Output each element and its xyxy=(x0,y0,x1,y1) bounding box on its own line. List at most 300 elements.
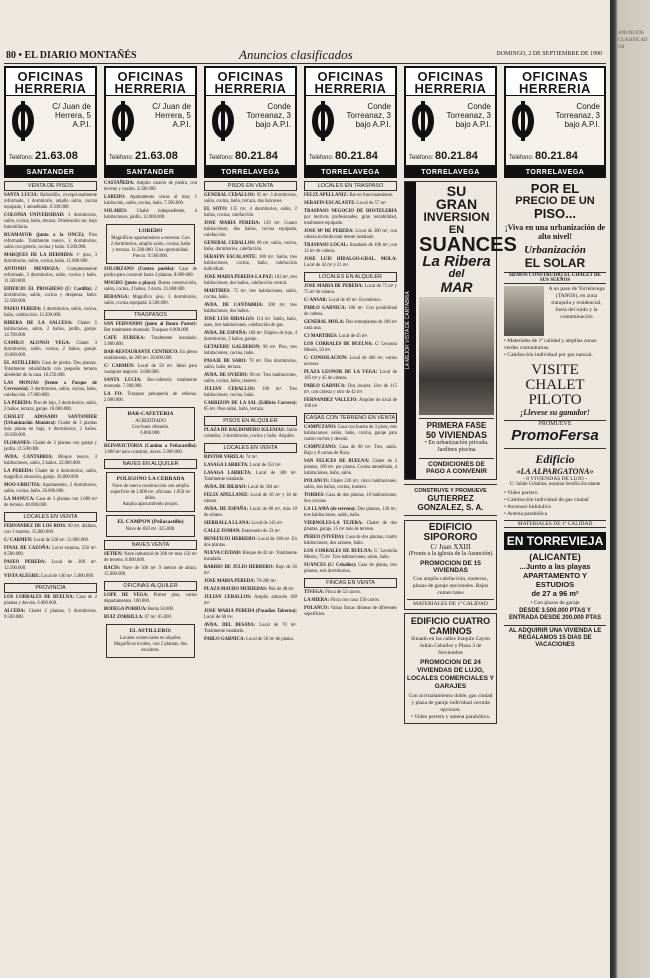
listing-item xyxy=(204,493,297,505)
listing-text: Piso reformado. Totalmente nuevo, 3 dormitorios, salón con galería, cocina y baño. 9.500.000. xyxy=(4,233,97,250)
section-heading: CASAS CON TERRENO EN VENTA xyxy=(305,415,396,421)
section-heading: PISOS EN ALQUILER xyxy=(204,416,297,426)
listing-item xyxy=(4,267,97,285)
listing-key: LA PEREDA: xyxy=(4,469,34,474)
listing-item xyxy=(104,552,197,564)
listing-text: Local de 75 m² y 75 m² de sótano. xyxy=(304,284,397,295)
listing-item xyxy=(4,455,97,467)
listing-item xyxy=(304,598,397,604)
listing-group xyxy=(204,428,297,440)
listing-text: 85 m². Piso salón, baño, terraza. xyxy=(204,407,265,412)
listing-text: Magnífico piso, 3 dormitorios, salón, cocina equipada. 6.500.000. xyxy=(104,295,198,306)
listing-key: TRASPASO LOCAL: xyxy=(304,243,349,248)
listing-item xyxy=(104,295,197,307)
listing-text: Renta 50.000. xyxy=(148,607,175,612)
listing-key: CAMPUZANO: xyxy=(304,425,337,430)
vertical-strip: LA MEJOR VISTA DE CANTABRIA xyxy=(405,182,416,479)
listing-item xyxy=(104,209,197,221)
listing-text: Casa de dos plantas, 10 habitaciones, dos cocinas. xyxy=(304,493,397,504)
listing-text: Local de 45 m². xyxy=(338,334,369,339)
issue-date: DOMINGO, 2 DE SEPTIEMBRE DE 1990 xyxy=(496,51,602,57)
listing-key: LA LLAMA (de terreno): xyxy=(304,507,356,512)
listing-key: PLAZA DE BALDOMERO IGLESIAS: xyxy=(204,428,286,433)
listing-text: Bañoidillo, excepcionalmente reformado, 1 dormitorio, amplio salón, cocina equipada, 1 amueblado. 8.500.000. xyxy=(4,193,97,210)
listing-item xyxy=(4,213,97,231)
listing-text: Casa de planta, tres plantas, seis dormitorios. xyxy=(304,563,397,574)
listing-key: PABLO GARNICA: xyxy=(304,384,346,389)
listing-key: CAFE EUREKA: xyxy=(104,336,145,341)
listing-text: Pub de 48 m². xyxy=(268,587,295,592)
listing-item xyxy=(304,606,397,618)
listing-key: PEREO (VIVEDA): xyxy=(304,535,345,540)
listing-text: Chalet independiente, 4 habitaciones, jardín. 12.000.000. xyxy=(104,209,198,220)
listing-group xyxy=(304,284,397,410)
listing-text: Casa de 2 plantas y desván. 6.000.000. xyxy=(4,595,97,606)
listing-item xyxy=(304,507,397,519)
suances-title: SUANCES xyxy=(419,234,517,256)
listing-text: Local de 200 m², con cabeza incluida total mente instalado. xyxy=(304,229,397,240)
listing-key: CJ MARTIRES: xyxy=(304,334,338,339)
listing-key: LASAGA LARRETA: xyxy=(204,471,252,476)
listing-text: 3 dormitorios, salón, cocina, baño, terraza. Orientación sur, bajo Inmobiliaria. xyxy=(4,213,97,230)
listing-group xyxy=(104,181,197,221)
listing-item xyxy=(204,359,297,371)
listing-item xyxy=(104,322,197,334)
listing-item xyxy=(304,445,397,457)
listing-key: TORRES: xyxy=(304,493,325,498)
siporoso-ad: EDIFICIO SIPORORO C/ Juan XXIII (Frente a la iglesia de la Asunción) PROMOCION DE 15 VIVIENDAS Con amplia calefacción, trasteros, plazas de garaje opcionales. Bajos comerciales MATERIALES DE 1ª CALIDAD xyxy=(404,520,497,610)
listing-key: LOS CORRALES DE BUELNA: xyxy=(304,342,373,347)
listing-key: LOS CORRALES DE BUELNA: xyxy=(304,549,373,554)
listing-text: 180 m². Dúplex de lujo, 4 dormitorios, 3 baños, garaje. xyxy=(204,331,297,342)
listing-group xyxy=(204,193,297,413)
listing-key: FERNANDEZ VALLEJO: xyxy=(304,398,358,403)
listing-key: GENERAL CEBALLOS: xyxy=(204,193,256,198)
listing-text: Dos locales. Uno de 115 m², con cabeza y otro de 42 m². xyxy=(304,384,397,395)
suances-photo xyxy=(419,297,494,415)
listing-key: CAMILO ALONSO VEGA: xyxy=(4,341,71,346)
ad-title: OFICINAS HERRERIA xyxy=(106,68,195,96)
listing-group xyxy=(304,590,397,618)
listing-key: MOO-URRUTIA: xyxy=(4,483,41,488)
listing-item xyxy=(204,485,297,491)
herreria-logo-icon xyxy=(12,104,34,138)
listing-item xyxy=(304,563,397,575)
section-heading: LOCALES EN ALQUILER xyxy=(304,272,397,282)
listing-key: NUEVA CIUDAD: xyxy=(204,551,242,556)
listing-text: Completamente reformado, 3 dormitorios, salón, cocina y baño. 11.500.000. xyxy=(4,267,98,284)
listing-key: SUANCES (C/ Ceballos): xyxy=(304,563,357,568)
listing-key: LAREDO: xyxy=(104,195,126,200)
listing-group xyxy=(4,524,97,580)
listing-item xyxy=(4,574,97,580)
listing-item xyxy=(304,356,397,368)
listing-item xyxy=(104,181,197,193)
listing-key: RIBERA DE LA SALCESA: xyxy=(4,321,73,326)
listing-text: Casa de piedra. Dos plantas. Totalmente rehabilitada con pequeño terreno alrededor de la casa. 16.250.000. xyxy=(4,361,97,378)
listing-item xyxy=(104,195,197,207)
listing-item xyxy=(204,345,297,357)
listing-key: AVDA. DE BILBAO: xyxy=(204,485,247,490)
listing-group xyxy=(204,455,297,643)
listing-key: SIERRALLA LLANA: xyxy=(204,521,251,526)
listing-text: Chalet de 2 plantas, 100 m², por planta. Cocina amueblada, 4 habitaciones, baño, salón. xyxy=(304,459,397,476)
listing-key: MOGRO (junto a playa): xyxy=(104,281,157,286)
column-6 xyxy=(504,66,606,971)
listing-text: Finca con casa 150 carros. xyxy=(330,598,380,603)
listing-text: Chalet de 3 plantas más planta en baja, 4 dormitorios, 2 baños. 18.500.000. xyxy=(4,421,98,438)
ad-phone: Teléfono: 80.21.84 xyxy=(209,150,278,162)
listing-text: Salón comedor, 3 dormitorios, cocina y baño. Alquiler. xyxy=(204,428,298,439)
ad-city: TORRELAVEGA xyxy=(204,167,297,178)
herreria-ad xyxy=(504,66,606,167)
listing-item xyxy=(104,607,197,613)
listing-item xyxy=(204,579,297,585)
listing-key: AVDA. DE OVIEDO: xyxy=(204,373,248,378)
listing-item xyxy=(4,469,97,481)
listing-item xyxy=(204,507,297,519)
listing-item xyxy=(304,243,397,255)
ad-title: OFICINAS HERRERIA xyxy=(506,68,604,96)
phase-desc: • En urbanización privada. Jardines piscina xyxy=(424,440,489,453)
listing-key: SANTA LUCIA: xyxy=(104,378,142,383)
listing-key: SERAFIN ESCALANTE: xyxy=(204,255,257,260)
listing-item xyxy=(304,193,397,199)
listing-item xyxy=(204,537,297,549)
adjacent-page-edge xyxy=(610,0,650,978)
listing-text: Amplio almacén 180 m². xyxy=(204,595,297,606)
ad-city: TORRELAVEGA xyxy=(304,167,397,178)
listing-key: AVDA. DE ESPAÑA: xyxy=(204,331,248,336)
ad-title: OFICINAS HERRERIA xyxy=(406,68,495,96)
listing-key: SOLARES: xyxy=(104,209,128,214)
listing-text: 1.000 m² para construir, naves. 5.000.000. xyxy=(104,450,183,455)
listing-key: PABLO GARNICA: xyxy=(204,637,245,642)
listing-group xyxy=(104,322,197,404)
listing-text: C/ Leonolía Mesón, 75 m². Tres habitaciones, salón, baño. xyxy=(304,549,398,560)
listing-text: Finca de 52 carros. xyxy=(325,590,361,595)
listing-item xyxy=(204,521,297,527)
listing-item xyxy=(304,284,397,296)
listing-text: Apartamento, 2 dormitorios, salón, cocina, baño. 26.000.000. xyxy=(4,483,97,494)
listing-text: 1º piso, 3 dormitorios, salón, cocina, baño. 11.000.000. xyxy=(4,253,97,264)
listing-item xyxy=(204,331,297,343)
listing-text: Entresuelo de 33 m². xyxy=(241,529,281,534)
listing-group xyxy=(104,444,197,456)
listing-key: AVDA. DEL BESAYA: xyxy=(204,623,256,628)
conditions: CONDICIONES DE PAGO A CONVENIR xyxy=(419,458,494,475)
listing-text: Chalet de 3 plantas con garaje y jardín. 21.500.000. xyxy=(4,441,98,452)
listing-item xyxy=(104,267,197,279)
listing-item xyxy=(304,334,397,340)
column-5 xyxy=(404,66,517,971)
listing-text: Alquiler de local de 100 m². xyxy=(304,398,397,409)
listing-key: SANTA LUCIA: xyxy=(4,193,39,198)
suances-subtitle: La Ribera xyxy=(422,253,491,270)
listing-item xyxy=(204,471,297,483)
section-heading: LOCALES EN VENTA xyxy=(204,443,297,453)
phase-title: PRIMERA FASE xyxy=(419,418,494,430)
ad-phone: Teléfono: 21.63.08 xyxy=(9,150,78,162)
listing-text: Buena construcción, salón, cocina, 2 baños, 3 dorm. 21.000.000. xyxy=(104,281,197,292)
listing-item xyxy=(104,378,197,390)
listing-item xyxy=(4,287,97,305)
listing-item xyxy=(4,524,97,536)
listing-text: 100 m². Salón, tres habitaciones, cocina, baño, calefacción individual. xyxy=(204,255,298,272)
listing-key: BENEFICIO HERRERO: xyxy=(204,537,257,542)
listing-key: LAS MONJAS (frente a Parque de Cervecería): xyxy=(4,381,97,392)
listing-key: EL SOTO: xyxy=(204,207,228,212)
listing-text: 90 m². Piso, tres habitaciones, cocina, baño. xyxy=(204,345,297,356)
listing-key: LA PEREDA: xyxy=(4,401,33,406)
listing-item xyxy=(204,529,297,535)
suances-line: EN xyxy=(448,224,465,236)
listing-key: FELIX APELLANIZ: xyxy=(204,493,249,498)
listing-key: TIVEGA: xyxy=(304,590,325,595)
listing-key: FELIX APELLANIZ: xyxy=(304,193,349,198)
listing-key: AVDA. DE CANTABRIA: xyxy=(204,303,264,308)
el-solar-ad: POR EL PRECIO DE UN PISO... ¡Viva en una urbanización de alto nivel! Urbanización EL SOLAR HEMOS CONSTRUIDO EL CHALET DE SUS SUEÑOS A un paso de Torrelavega (TANOS), en zona tranquila y residencial, fuera del ruido y la contaminación • Materiales de 1ª calidad y amplias zonas verdes comunitarias. • Calefacción individual por gas natural. VISITE CHALET PILOTO ¡Llevese su ganador! PROMUEVE PromoFersa xyxy=(504,181,606,444)
listing-key: POLANCO: xyxy=(304,479,329,484)
listing-text: Bar totalmente montado. Traspaso 6.000.000. xyxy=(104,328,190,333)
ad-city: TORRELAVEGA xyxy=(504,167,606,178)
listing-text: Local de 42 m² y 21 m². xyxy=(304,263,350,268)
ad-address: C/ Juan de Herrera, 5 A.P.I. xyxy=(52,102,91,129)
loredo-box: LOREDO Magníficos apartamentos a estrenar. Con 2 dormitorios, amplio salón, cocina, baño y terraza. 11.500.000. Una oportunidad. Precio: 9.500.000. xyxy=(106,224,195,264)
listing-text: Apartamento vistas al mar, 1 habitación, salón, cocina, baño. 7.500.000. xyxy=(104,195,197,206)
listing-item xyxy=(204,587,297,593)
listing-key: GETAFERU GALDERON: xyxy=(204,345,261,350)
herreria-logo-icon xyxy=(312,104,334,138)
listing-item xyxy=(304,201,397,207)
ad-city: SANTANDER xyxy=(4,167,97,178)
page-number: 80 • EL DIARIO MONTAÑÉS xyxy=(6,50,137,61)
listing-text: Local de 50 m² y 30 de sótano. xyxy=(204,493,298,504)
listing-key: RUIZ ZORRILLA: xyxy=(104,615,144,620)
listing-text: 100 m². Con posibilidad de cabeza. xyxy=(304,306,397,317)
listing-key: C/ ANSAR: xyxy=(304,298,328,303)
listing-key: PASEO PEREDA: xyxy=(4,560,46,565)
listing-item xyxy=(304,535,397,547)
listing-text: Chalet de 4 dormitorios, salón, magnífica situación, garaje. 26.000.000. xyxy=(4,469,97,480)
ad-address: Conde Torreanaz, 3 bajo A.P.I. xyxy=(555,102,600,129)
section-heading: LOCALES EN VENTA xyxy=(4,512,97,522)
listing-text: Local de 380 m². 12.500.000. xyxy=(4,560,97,571)
listing-item xyxy=(204,221,297,239)
listing-item xyxy=(204,241,297,253)
herreria-logo-icon xyxy=(212,104,234,138)
listing-text: Chalet 3 dormitorios, salón, cocina, 2 baños, garaje. 16.000.000. xyxy=(4,341,97,358)
ad-phone: Teléfono: 21.63.08 xyxy=(109,150,178,162)
listing-key: JOSE MARIA DE PEREDA: xyxy=(304,284,364,289)
listing-key: LA FO: xyxy=(104,392,123,397)
listing-text: por motivos profesionales, gran rentabilidad, totalmente equipado. xyxy=(304,215,397,226)
listing-text: 114 m². Salón, baño, aseo, tres habitaciones, calefacción de gas. xyxy=(204,317,298,328)
ad-city: TORRELAVEGA xyxy=(404,167,497,178)
listing-item xyxy=(204,289,297,301)
listing-key: JOSE MARIA PEREDA: xyxy=(204,579,256,584)
listing-key: LASAGA LARRETA: xyxy=(204,463,249,468)
listing-text: 90 m². Tres habitaciones, salón, cocina, baño, trastero. xyxy=(204,373,298,384)
listing-item xyxy=(4,595,97,607)
builder: CONSTRUYE Y PROMUEVE GUTIERREZ GONZALEZ, S. A. xyxy=(404,484,497,516)
listing-text: Chalet 5 habitaciones, salón, 2 baños, jardín, garaje. 14.700.000. xyxy=(4,321,97,338)
section-heading: PISOS EN VENTA xyxy=(204,181,297,191)
listing-text: Piso de lujo, 3 dormitorios, salón, 2 baños, terraza, garaje. 18.000.000. xyxy=(4,401,98,412)
listing-item xyxy=(104,444,197,456)
section-heading: NAVES EN ALQUILER xyxy=(104,459,197,469)
herreria-logo-icon xyxy=(112,104,134,138)
listing-key: MARQUES DE LA HERMIDA: xyxy=(4,253,74,258)
listing-text: Local de 60 m². xyxy=(204,615,234,620)
listing-key: PLAZA MAURO MURIEDAS: xyxy=(204,587,268,592)
listing-item xyxy=(104,615,197,621)
listing-key: GENERAL CEBALLOS: xyxy=(204,241,256,246)
listing-key: CHALET ADOSADO SANTANDER (Urbanización Altamira): xyxy=(4,415,97,426)
listing-text: 70-200 m². xyxy=(256,579,277,584)
suances-line: INVERSION xyxy=(423,210,490,224)
listing-item xyxy=(104,350,197,362)
listing-key: LOPE DE VEGA: xyxy=(104,593,149,598)
listing-item xyxy=(104,593,197,605)
section-heading: OFICINAS ALQUILER xyxy=(104,581,197,591)
listing-item xyxy=(204,463,297,469)
listing-key: PASEO PEREDA: xyxy=(4,307,42,312)
section-title: Anuncios clasificados xyxy=(239,47,353,62)
listing-item xyxy=(304,549,397,561)
listing-item xyxy=(304,425,397,443)
listing-key: PABLO GARNICA: xyxy=(304,306,347,311)
listing-item xyxy=(304,306,397,318)
listing-key: RACIS: xyxy=(104,566,121,571)
listing-item xyxy=(304,209,397,227)
herreria-ad xyxy=(104,66,197,167)
listing-item xyxy=(4,307,97,319)
listing-text: Bajo de 26 m². xyxy=(204,565,297,576)
listing-text: Bloque de 43 m². Totalmente instalado. xyxy=(204,551,298,562)
listing-item xyxy=(304,229,397,241)
listing-key: BARRIO DE JULIO HERRERO: xyxy=(204,565,274,570)
listing-item xyxy=(204,387,297,399)
listing-group xyxy=(104,267,197,307)
listing-key: LA MANUCA: xyxy=(4,497,35,502)
listing-text: Local de 140 m². 5.800.000. xyxy=(41,574,95,579)
listing-item xyxy=(204,193,297,205)
listing-text: Local de 70 m². Totalmente instalado. xyxy=(204,623,298,634)
listing-text: 100 m². Tres habitaciones, cocina, baño. xyxy=(204,387,297,398)
suances-line: SU xyxy=(446,183,467,199)
listing-item xyxy=(104,281,197,293)
listing-item xyxy=(304,479,397,491)
listing-key: JOSE Mª DE PEREDA: xyxy=(304,229,354,234)
herreria-ad xyxy=(4,66,97,167)
suances-line: MAR xyxy=(440,279,473,295)
listing-key: PLAZA LEONOR DE LA VEGA: xyxy=(304,370,378,375)
listing-key: BERANGA: xyxy=(104,295,130,300)
listing-key: SOLORZANO (Centro pueblo): xyxy=(104,267,175,272)
listing-text: Local esquina, 250 m². 8.500.000. xyxy=(4,546,98,557)
listing-key: FERNANDEZ DE LOS RIOS: xyxy=(4,524,67,529)
herreria-logo-icon xyxy=(512,104,534,138)
listing-key: CASTAÑEDA: xyxy=(104,181,135,186)
listing-text: Local de 400 m², varios accesos. xyxy=(304,356,397,367)
herreria-ad xyxy=(404,66,497,167)
listing-text: Local de 353 m². xyxy=(249,463,282,468)
ad-phone: Teléfono: 80.21.84 xyxy=(309,150,378,162)
ad-title: OFICINAS HERRERIA xyxy=(206,68,295,96)
listing-item xyxy=(304,320,397,332)
listing-text: Local de 220 m². 15.000.000. xyxy=(33,538,89,543)
listing-key: GENERAL MOLA: xyxy=(304,320,345,325)
listing-key: RUAMAYOR (junto a la ONCE): xyxy=(4,233,85,238)
phase-count: 50 VIVIENDAS xyxy=(425,430,488,440)
listing-key: RINTOR VARELA: xyxy=(204,455,245,460)
listing-key: JULIAN CEBALLOS: xyxy=(204,387,256,392)
listing-text: 75 m², tres habitaciones, salón, cocina, baño. xyxy=(204,289,297,300)
ad-title: OFICINAS HERRERIA xyxy=(6,68,95,96)
ad-address: Conde Torreanaz, 3 bajo A.P.I. xyxy=(246,102,291,129)
listing-item xyxy=(104,392,197,404)
section-heading: NAVES VENTA xyxy=(104,540,197,550)
listing-item xyxy=(204,255,297,273)
listing-group xyxy=(304,193,397,269)
listing-group xyxy=(4,193,97,509)
page-header xyxy=(4,47,606,64)
listing-key: ALCEDA: xyxy=(4,609,26,614)
section-heading: VENTA DE PISOS xyxy=(4,181,97,191)
listing-item xyxy=(204,428,297,440)
listing-text: Nave industrial de 300 m² más 150 m² de terreno. 8.000.000. xyxy=(104,552,197,563)
listing-key: FINAL DE CAZOÑA: xyxy=(4,546,51,551)
listing-text: Local de 40 m². Económico. xyxy=(328,298,382,303)
listing-key: LOS CORRALES DE BUELNA: xyxy=(4,595,75,600)
listing-key: BAR-RESTAURANTE CENTRICO: xyxy=(104,350,179,355)
margin-text: ANUNCIOS CLASIFICADOS xyxy=(618,31,648,50)
listing-key: JOSE LUIS HIDALGO-GRAL. MOLA: xyxy=(304,257,397,262)
listing-key: AVDA. DE ESPAÑA: xyxy=(204,507,249,512)
column-3 xyxy=(204,66,297,971)
listing-group xyxy=(304,425,397,575)
section-heading: FINCAS EN VENTA xyxy=(304,578,397,588)
listing-key: FLORANES: xyxy=(4,441,32,446)
section-heading: LOCALES EN TRASPASO xyxy=(304,181,397,191)
ad-address: Conde Torreanaz, 3 bajo A.P.I. xyxy=(346,102,391,129)
listing-text: 135 m², 4 dormitorios, salón, 2 baños, cocina, calefacción. xyxy=(204,207,297,218)
listing-key: C/ CARMEN: xyxy=(104,364,135,369)
listing-key: VIERNOLES-LA TEJERA: xyxy=(304,521,363,526)
listing-text: Local de 304 m². xyxy=(247,485,280,490)
listing-text: 74 m². xyxy=(245,455,258,460)
listing-item xyxy=(204,275,297,287)
listing-item xyxy=(204,609,297,621)
listing-text: Local de 185 m² y 45 de cabeza. xyxy=(304,370,397,381)
herreria-ad xyxy=(304,66,397,167)
listing-item xyxy=(104,566,197,578)
ad-address: Conde Torreanaz, 3 bajo A.P.I. xyxy=(446,102,491,129)
listing-text: Bloque nuevo, 3 habitaciones, salón, 2 baños. 23.000.000. xyxy=(4,455,98,466)
listing-text: Casa con huerta de 3 pisos, tres habitaciones, salón, baño, cocina, garaje para cuatro coches y desván. xyxy=(304,425,397,442)
poligono-box: POLIGONO LA CERRADA Nave de nueva construcción con amplia superficie de 2.000 m², oficinas. 1.850 m² útiles. Amplia aparcamiento propio. xyxy=(106,472,195,512)
listing-item xyxy=(4,193,97,211)
listing-key: JOSE MARIA PEREDA-LA PAZ: xyxy=(204,275,274,280)
listing-text: Local de 300 m². Totalmente instalado. xyxy=(204,471,297,482)
listing-text: Casa de piedra para construir hasta 2 plantas. 8.000.000. xyxy=(104,267,197,278)
listing-key: POLANCO: xyxy=(304,606,329,611)
listing-key: SAN FELICES DE BUELNA: xyxy=(304,459,370,464)
astillero-box: EL ASTILLERO: Locales comerciales en alquiler. Magníficos locales, con 2 plantas, dos escaleras. xyxy=(106,624,195,658)
suances-line: del xyxy=(448,268,465,280)
listing-text: Varias fincas idóneas de diferentes superficies. xyxy=(304,606,397,617)
